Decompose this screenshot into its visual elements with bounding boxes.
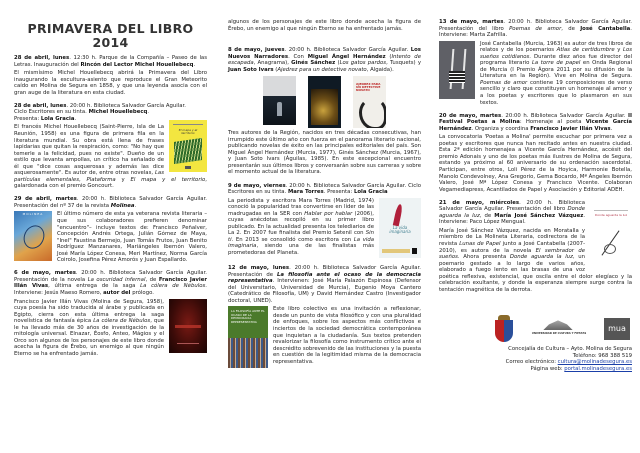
coat-of-arms-icon xyxy=(494,315,514,343)
event-body: El último número de esta ya veterana revista literaria –que sus colaboradores prefieren denominar "encuentro"– incluye textos de: Francisco Peñalver, Concepción Andrés Ortega, Julián Gómez de Maya, "Inel" Faustina Bermejo, Juan Tomás Frutos, Juan Benito Rodríguez Manzanares, Mariángeles Ibernón Valero, José María López Conesa, Meri Martínez, Norma García Coirolo, Josefina Pérez Amorós y Juan Espallardo. xyxy=(57,211,207,264)
universidad-cultura-logo: UNIVERSIDAD DE CULTURA Y FIESTAS xyxy=(521,318,597,340)
column-2-continuation xyxy=(228,19,421,32)
column-1 xyxy=(14,0,207,357)
mua-logo: mua xyxy=(604,318,630,340)
book-cover-ajedrez-detective: AJEDREZ PARA UN DETECTIVE NOVATO xyxy=(353,76,386,128)
event-8may-nuevos-narradores: 8 de mayo, jueves. 20:00 h. Biblioteca Salvador García Aguilar. Los Nuevos Narradores. Con Miguel Ángel Hernández (Intento de escapada, Anagrama), Ginés Sánchez (Los gatos pardos, Tusquets) y Juan Soto Ivars (Ajedrez para un detective novato, Algaida). xyxy=(228,47,421,73)
book-cover-vida-imaginaria: La vida imaginaria xyxy=(379,198,421,258)
event-body: La convocatoria 'Poetas a Molina' permite escuchar por primera vez a poetas y escritores que nunca han recitado antes en nuestra ciudad. Esta 2ª edición homenajea a Vicente García Hernández, accésit del premio Adonais y uno de los poetas más ilustres de Molina de Segura, estando ya próximo al 60 aniversario de su ordenación sacerdotal. Participan, entre otros, Loli Pérez de la Hoyica, Harmonie Botella, Manolo Condevolney, Ana Gregorio, Gema Bocardo, Mª Ángeles Ibernón Valero, José Mª López Conesa y Francisco Vicente. Colaboran Vegamediapress, Acantilados de Papel y Asociación y Editorial ADEH. xyxy=(439,134,632,193)
footer-contact xyxy=(439,346,632,372)
footer-phone: Teléfono: 968 388 519 xyxy=(572,352,632,359)
book-cover-gatos-pardos xyxy=(308,76,341,128)
event-body: Este libro colectivo es una invitación a reflexionar, desde un punto de vista filosófico y con una pluralidad de enfoques, sobre los aspectos más conflictivos e inciertos de la sociedad democrática contemporánea que inquietan a la ciudadanía. Sus textos pretenden revalorizar la filosofía como instrumento crítico ante el descrédito sobrevenido de las instituciones y la puesta en cuestión de la legitimidad misma de la democracia representativa. xyxy=(273,306,421,365)
email-link[interactable]: cultura@molinadesegura.es xyxy=(557,359,632,366)
event-body-continued: algunos de los personajes de este libro donde acecha la figura de Érebo, un enemigo al que ningún Eterno se ha enfrentado jamás. xyxy=(228,19,421,32)
event-body: La periodista y escritora Mara Torres (Madrid, 1974) conoció la popularidad tras convertirse en líder de las madrugadas en la SER con Hablar por hablar (2006), cuyas anécdotas recopiló en su primer libro publicado. En la actualidad presenta los telediarios de La 2. En 2007 fue finalista del Premio Setenil con Sin ti. En 2013 se consolidó como escritora con La vida imaginaria, siendo una de las finalistas más prometedoras del Planeta. xyxy=(228,197,375,256)
event-body: Tres autores de la Región, nacidos en tres décadas consecutivas, han irrumpido este último año con fuerza en el panorama literario nacional, publicando novelas de éxito en las principales editoriales del país. Son Miguel Ángel Hernández (Murcia, 1977), Ginés Sánchez (Murcia, 1967), y Juan Soto Ivars (Águilas, 1985). En este excepcional encuentro presentarán sus últimos libros y conversarán sobre sus carreras y sobre el momento actual de la literatura. xyxy=(228,130,421,176)
footer-email: Correo electrónico: cultura@molinadesegura.es xyxy=(505,359,632,366)
footer-logos xyxy=(439,315,632,343)
event-9may-mara-torres: 9 de mayo, viernes. 20:00 h. Biblioteca Salvador García Aguilar. Ciclo Escritores en su tinta. Mara Torres. Presenta: Lola Gracia xyxy=(228,182,421,196)
event-13may-cantabella: 13 de mayo, martes. 20:00 h. Biblioteca Salvador García Aguilar. Presentación del libro Poemas de amor, de José Cantabella. Interviene: Marta Zafrilla. xyxy=(439,19,632,39)
book-cover-mapa-territorio: El mapa y el territorio xyxy=(169,120,207,172)
event-28abr-houellebecq: 28 de abril, lunes. 20:00 h. Biblioteca Salvador García Aguilar. Ciclo Escritores en su tinta. Michel Houellebecq. Presenta: Lola Gracia. xyxy=(14,102,186,122)
event-body: Francisco Javier Illán Vivas (Molina de Segura, 1958), cuya poesía ha sido traducida al árabe y publicada en Egipto, cierra con esta última entrega la saga novelística de fantasía épica La cólera de Nébulos, que le ha llevado más de 30 años de investigación de la mitología universal. Elnazar, Éosfo, Anteo, Mágios y el Orco son algunos de los personajes de este libro donde acecha la figura de Érebo, un enemigo al que ningún Eterno se ha enfrentado jamás. xyxy=(14,298,164,357)
event-29abr-molinea: 29 de abril, martes. 20:00 h. Biblioteca Salvador García Aguilar. Presentación del nº 37 de la revista Molinea. xyxy=(14,196,207,209)
event-body: El mismísimo Michel Houellebecq abrirá la Primavera del Libro inaugurando la escultura-asiento que reproduce el Gran Meteorito caído en Molina de Segura en 1858, y que una leyenda asocia con el gran auge de la literatura en esta ciudad. xyxy=(14,70,207,96)
book-cover-filosofia-ocaso: LA FILOSOFÍA ANTE EL OCASO DE LA DEMOCRACIA REPRESENTATIVA xyxy=(228,306,268,368)
event-12may-filosofia: 12 de mayo, lunes. 20:00 h. Biblioteca Salvador García Aguilar. Presentación de La filosofía ante el ocaso de la democracia representativa. Intervienen: José María Palazón Espinosa (Defensor del Universitario, Universidad de Murcia), Eugenio Moya Cantero (Catedrático de Filosofía, UM) y David Hernández Castro (Investigador doctoral, UNED). xyxy=(228,265,421,304)
column-2 xyxy=(228,0,421,369)
column-3 xyxy=(439,19,632,372)
page-title-year: 2014 xyxy=(92,34,129,50)
magazine-cover-molinea: MOLINEA xyxy=(14,211,52,261)
book-cover-donde-aguarda-luz: Donde aguarda la luz xyxy=(590,206,632,268)
book-cover-poemas-amor xyxy=(439,41,475,99)
footer-org: Concejalía de Cultura – Ayto. Molina de Segura xyxy=(508,346,632,353)
book-cover-intento-escapada xyxy=(263,76,296,125)
event-6may-illan: 6 de mayo, martes. 20:00 h. Biblioteca Salvador García Aguilar. Presentación de la novela La oscuridad infernal, de Francisco Javier Illán Vivas, última entrega de la saga La cólera de Nébulos. Interviene: Jesús Maeso Romero, autor del prólogo. xyxy=(14,270,208,296)
page-title: PRIMAVERA DEL LIBRO xyxy=(27,21,194,36)
web-link[interactable]: portal.molinadesegura.es xyxy=(564,365,632,372)
title-block xyxy=(14,0,207,55)
book-covers-row xyxy=(228,76,421,128)
event-20may-poetas-molina: 20 de mayo, martes. 20:00 h. Biblioteca Salvador García Aguilar. II Festival Poetas a Molina: Homenaje al poeta Vicente García Hernández. Organiza y coordina Francisco Javier Illán Vivas. xyxy=(439,112,632,132)
footer-web: Página web: portal.molinadesegura.es xyxy=(530,365,632,372)
book-cover-oscuridad-infernal xyxy=(169,299,207,353)
event-body: El francés Michel Houellebecq (Saint-Pierre, Isla de La Reunión, 1958) es una figura de primera fila en la literatura mundial. Su obra está llena de frases lapidarias que quitan la respiración, como: "No hay que temerle a la felicidad, pues no existe". Dueño de un estilo que levanta ampollas, un crítico ha señalado de él que "dice cosas asquerosas y además las dice asquerosamente". Es autor de, entre otras novelas, Las partículas elementales, Plataforma y El mapa y el territorio, galardonada con el premio Goncourt. xyxy=(14,124,207,190)
event-21may-sanchez-vazquez: 21 de mayo, miércoles. 20:00 h. Biblioteca Salvador García Aguilar. Presentación del libro Donde aguarda la luz, de María José Sánchez Vázquez. Interviene: Paco López Mengual. xyxy=(439,199,586,226)
event-body: José Cantabella (Murcia, 1963) es autor de tres libros de relatos y de los poemarios Atlas de certidumbre y Los sueños cotidianos. Durante diez años fue director del programa literario La torre de papel en Onda Regional de Murcia (I Premio Ágora 2011 por su difusión de la Literatura en la Región). Vive en Molina de Segura. Poemas de amor contiene 19 composiciones de verso sencillo y claro que constituyen un homenaje al amor y a los poetas y escritores que lo plasmaron en sus textos. xyxy=(480,40,632,106)
event-28abr-inauguracion: 28 de abril, lunes. 12:30 h. Parque de la Compañía – Paseo de las Letras. Inauguración del Rincón del Lector Michel Houellebecq. xyxy=(14,55,207,68)
event-body: María José Sánchez Vázquez, nacida en Moratalla y miembro de La Molineta Literaria, codirectora de la revista Lunas de Papel junto a José Cantabella (2007-2010), es autora de la novela El sembrador de sueños. Ahora presenta Donde aguarda la luz, un poemario gestado a lo largo de varios años, elaborado a fuego lento en las brasas de una voz poética reflexiva, existencial, que oscila entre el dolor elegíaco y la celebración exultante, y donde la esperanza siempre surge contra la tentación magnética de la derrota. xyxy=(439,227,632,293)
